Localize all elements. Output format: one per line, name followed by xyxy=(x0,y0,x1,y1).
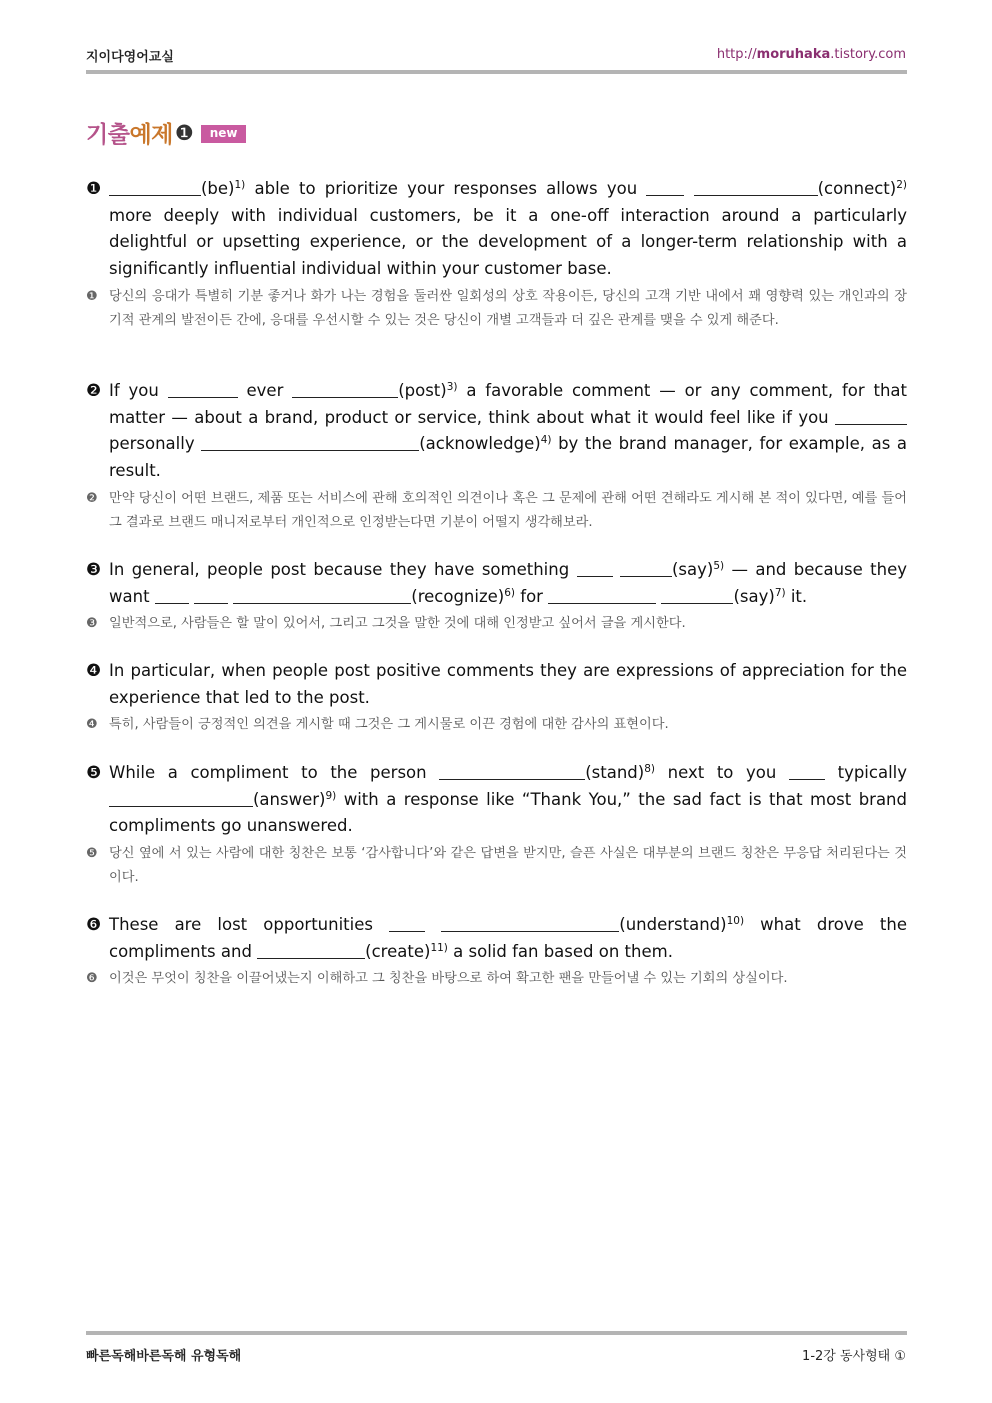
answer-blank[interactable] xyxy=(439,761,585,780)
answer-blank[interactable] xyxy=(109,177,201,196)
sentence-text: it. xyxy=(785,586,808,606)
footer-book-title: 빠른독해바른독해 유형독해 xyxy=(86,1349,242,1364)
sentence-text: able to prioritize your responses allows you xyxy=(245,179,647,198)
english-sentence xyxy=(86,912,907,965)
item-number: ❶ xyxy=(86,179,102,199)
sentence-text: typically xyxy=(824,763,908,782)
sentence-text: next to you xyxy=(655,763,789,782)
answer-blank[interactable] xyxy=(441,913,619,932)
english-sentence xyxy=(86,176,907,283)
translation-text: 당신의 응대가 특별히 기분 좋거나 화가 나는 경험을 둘러싼 일회성의 상호 작용이든, 당신의 고객 기반 내에서 꽤 영향력 있는 개인과의 장기적 관계의 발전이든 간에, 응대를 우선시할 수 있는 것은 당신이 개별 고객들과 더 깊은 관계를 맺을 수 있게 해준다. xyxy=(109,288,907,328)
title-part-1: 기출 xyxy=(86,122,130,148)
answer-blank[interactable] xyxy=(194,585,228,604)
footnote-mark: 9) xyxy=(325,789,337,802)
answer-blank[interactable] xyxy=(620,558,672,577)
item-number: ❺ xyxy=(86,763,102,783)
answer-blank[interactable] xyxy=(646,177,684,196)
footnote-mark: 4) xyxy=(540,434,552,447)
answer-blank[interactable] xyxy=(389,913,425,932)
answer-blank[interactable] xyxy=(789,761,825,780)
answer-blank[interactable] xyxy=(257,940,365,959)
item-number: ❸ xyxy=(86,616,98,632)
footnote-mark: 6) xyxy=(504,586,516,599)
exercise-item-2 xyxy=(86,378,907,535)
title-number: ❶ xyxy=(174,120,194,145)
sentence-text: (stand) xyxy=(585,763,645,782)
sentence-text xyxy=(425,915,441,934)
item-number: ❻ xyxy=(86,915,102,935)
sentence-text: what drove the compliments and xyxy=(109,915,907,961)
korean-translation xyxy=(86,713,907,737)
sentence-text: — and because they want xyxy=(109,560,907,606)
item-number: ❺ xyxy=(86,846,98,862)
sentence-text: a solid fan based on them. xyxy=(447,941,673,961)
footnote-mark: 11) xyxy=(430,941,448,954)
sentence-text: (say) xyxy=(671,560,714,579)
korean-translation xyxy=(86,285,907,333)
sentence-text xyxy=(613,560,620,579)
exercise-item-5 xyxy=(86,760,907,890)
sentence-text: In general, people post because they have something xyxy=(109,560,577,579)
answer-blank[interactable] xyxy=(577,558,613,577)
sentence-text: a favorable comment — or any comment, for that matter — about a brand, product or service, think about what it would feel like if you xyxy=(109,381,907,427)
section-title xyxy=(86,116,246,149)
sentence-text: While a compliment to the person xyxy=(109,763,440,782)
header-divider xyxy=(86,70,907,74)
url-suffix: .tistory.com xyxy=(830,47,906,62)
answer-blank[interactable] xyxy=(292,379,398,398)
translation-text: 일반적으로, 사람들은 할 말이 있어서, 그리고 그것을 말한 것에 대해 인정받고 싶어서 글을 게시한다. xyxy=(109,616,686,632)
sentence-text: personally xyxy=(109,434,202,454)
answer-blank[interactable] xyxy=(233,585,411,604)
sentence-text: (understand) xyxy=(619,915,727,934)
translation-text: 당신 옆에 서 있는 사람에 대한 칭찬은 보통 ‘감사합니다’와 같은 답변을 받지만, 슬픈 사실은 대부분의 브랜드 칭찬은 무응답 처리된다는 것이다. xyxy=(109,846,907,886)
korean-translation xyxy=(86,842,907,890)
title-part-2: 예제 xyxy=(129,122,173,148)
sentence-text: (recognize) xyxy=(411,586,505,606)
url-bold: moruhaka xyxy=(756,47,831,62)
footnote-mark: 8) xyxy=(644,763,655,775)
footnote-mark: 2) xyxy=(896,179,907,191)
footnote-mark: 5) xyxy=(713,560,725,572)
answer-blank[interactable] xyxy=(109,788,253,807)
sentence-text: These are lost opportunities xyxy=(109,915,390,934)
sentence-text: (say) xyxy=(733,586,775,606)
sentence-text: by the brand manager, for example, as a result. xyxy=(109,434,907,481)
exercise-item-3 xyxy=(86,557,907,636)
item-number: ❹ xyxy=(86,661,102,681)
translation-text: 특히, 사람들이 긍정적인 의견을 게시할 때 그것은 그 게시물로 이끈 경험에 대한 감사의 표현이다. xyxy=(109,717,669,733)
new-badge: new xyxy=(201,125,247,143)
answer-blank[interactable] xyxy=(835,406,907,425)
sentence-text: (connect) xyxy=(817,179,897,198)
korean-translation xyxy=(86,612,907,636)
answer-blank[interactable] xyxy=(168,379,238,398)
sentence-text: (post) xyxy=(398,381,447,400)
footer-divider xyxy=(86,1331,907,1335)
item-number: ❶ xyxy=(86,288,98,304)
footnote-mark: 1) xyxy=(234,179,246,191)
answer-blank[interactable] xyxy=(155,585,189,604)
item-number: ❷ xyxy=(86,490,98,506)
translation-text: 만약 당신이 어떤 브랜드, 제품 또는 서비스에 관해 호의적인 의견이나 혹은 그 문제에 관해 어떤 견해라도 게시해 본 적이 있다면, 예를 들어 그 결과로 브랜드 매니저로부터 개인적으로 인정받는다면 기분이 어떨지 생각해보라. xyxy=(109,490,907,530)
korean-translation xyxy=(86,967,907,991)
english-sentence xyxy=(86,760,907,840)
item-number: ❹ xyxy=(86,717,98,733)
footnote-mark: 10) xyxy=(726,915,745,927)
header-title: 지이다영어교실 xyxy=(86,50,174,65)
english-sentence xyxy=(86,557,907,610)
title-text xyxy=(86,116,173,149)
item-number: ❸ xyxy=(86,560,102,580)
sentence-text: (acknowledge) xyxy=(419,434,541,454)
sentence-text: for xyxy=(515,586,549,606)
sentence-text: more deeply with individual customers, be it a one-off interaction around a particularly delightful or upsetting experience, or the development of a longer-term relationship with a significantly influential individual within your customer base. xyxy=(109,205,907,279)
sentence-text: (be) xyxy=(201,179,235,198)
sentence-text: If you xyxy=(109,381,168,400)
answer-blank[interactable] xyxy=(661,585,733,604)
footnote-mark: 3) xyxy=(446,381,458,393)
answer-blank[interactable] xyxy=(694,177,818,196)
sentence-text: ever xyxy=(237,381,293,400)
answer-blank[interactable] xyxy=(548,585,656,604)
exercise-item-6 xyxy=(86,912,907,991)
item-number: ❻ xyxy=(86,971,98,987)
exercise-item-4 xyxy=(86,658,907,737)
answer-blank[interactable] xyxy=(201,432,419,451)
sentence-text: (answer) xyxy=(253,789,326,809)
sentence-text: (create) xyxy=(365,941,431,961)
sentence-text xyxy=(684,179,693,198)
english-sentence xyxy=(86,658,907,711)
sentence-text: In particular, when people post positive comments they are expressions of appreciation for the experience that led to the post. xyxy=(109,661,907,707)
footnote-mark: 7) xyxy=(774,586,786,599)
korean-translation xyxy=(86,487,907,535)
url-prefix: http:// xyxy=(716,47,757,62)
translation-text: 이것은 무엇이 칭찬을 이끌어냈는지 이해하고 그 칭찬을 바탕으로 하여 확고한 팬을 만들어낼 수 있는 기회의 상실이다. xyxy=(109,971,788,987)
footer-lesson: 1-2강 동사형태 ① xyxy=(802,1349,906,1364)
item-number: ❷ xyxy=(86,381,102,401)
exercise-item-1 xyxy=(86,176,907,333)
header-url[interactable] xyxy=(717,47,906,62)
sentence-text: with a response like “Thank You,” the sad fact is that most brand compliments go unanswered. xyxy=(109,789,907,836)
english-sentence xyxy=(86,378,907,485)
